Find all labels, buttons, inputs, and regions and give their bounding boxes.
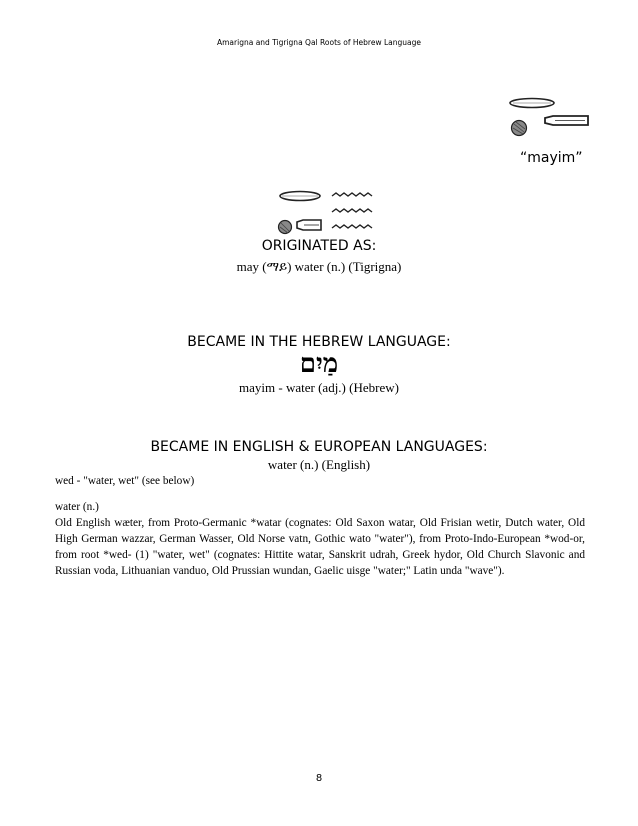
see-below-line: wed - "water, wet" (see below) [55, 475, 195, 487]
page-number: 8 [315, 773, 323, 784]
hebrew-entry: mayim - water (adj.) (Hebrew) [239, 380, 399, 395]
transliteration-label: “mayim” [520, 150, 583, 166]
english-entry: water (n.) (English) [267, 457, 371, 472]
definition-head: water (n.) [55, 501, 99, 513]
english-heading: BECAME IN ENGLISH & EUROPEAN LANGUAGES: [150, 439, 488, 455]
etymology-paragraph: Old English wæter, from Proto-Germanic *watar (cognates: Old Saxon watar, Old Frisian wetir, Dutch water, Old High German wazzar, German Wasser, Old Norse vatn, Gothic wato "water"), from Proto-Indo-European *wod-or, from root *wed- (1) "water, wet" (cognates: Hittite watar, Sanskrit udrah, Greek hydor, Old Church Slavonic and Russian voda, Lithuanian vanduo, Old Prussian wundan, Gaelic uisge "water;" Latin unda "wave"). [55, 517, 585, 577]
origin-heading: ORIGINATED AS: [261, 238, 377, 254]
hebrew-heading: BECAME IN THE HEBREW LANGUAGE: [187, 334, 451, 350]
hieroglyph-mayim-small [505, 96, 600, 141]
origin-entry: may (ማይ) water (n.) (Tigrigna) [236, 259, 402, 274]
hieroglyph-mayim-water [275, 190, 380, 240]
hebrew-word: מַיִם [299, 349, 339, 379]
running-header: Amarigna and Tigrigna Qal Roots of Hebrew Language [217, 38, 421, 47]
